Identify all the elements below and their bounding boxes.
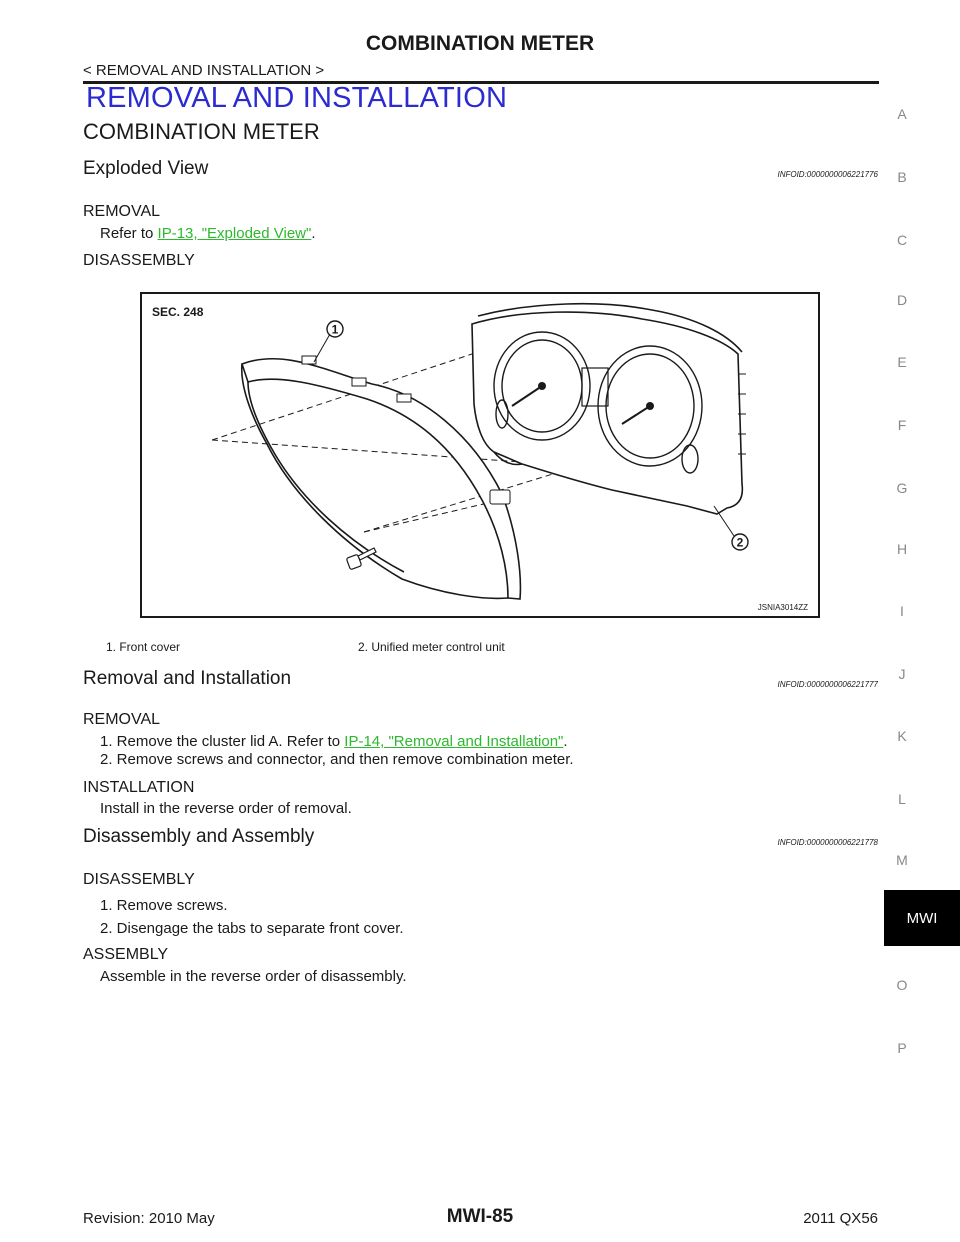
disassembly-step-1: 1. Remove screws. [100, 897, 228, 914]
active-section-tab[interactable]: MWI [884, 890, 960, 946]
removal-step-1 [100, 733, 568, 750]
disassembly-label-2: DISASSEMBLY [83, 871, 195, 888]
combination-meter-illustration [142, 294, 818, 616]
index-letter-e[interactable]: E [897, 354, 907, 370]
index-letter-o[interactable]: O [896, 977, 908, 993]
section-title: REMOVAL AND INSTALLATION [86, 82, 508, 114]
figure-caption-1: 1. Front cover [106, 640, 181, 654]
disassembly-label: DISASSEMBLY [83, 252, 195, 269]
assembly-label: ASSEMBLY [83, 946, 169, 963]
assembly-text: Assemble in the reverse order of disassembly. [100, 968, 407, 985]
removal-reference [100, 225, 316, 242]
index-letter-d[interactable]: D [896, 292, 908, 308]
removal-installation-infoid: INFOID:0000000006221777 [777, 680, 878, 689]
index-letter-p[interactable]: P [897, 1040, 907, 1056]
index-letter-i[interactable]: I [900, 603, 904, 619]
index-letter-h[interactable]: H [896, 541, 908, 557]
installation-text: Install in the reverse order of removal. [100, 800, 352, 817]
index-letter-m[interactable]: M [896, 852, 908, 868]
disassembly-step-2: 2. Disengage the tabs to separate front cover. [100, 920, 404, 937]
page-title: COMBINATION METER [365, 32, 595, 55]
sec-label: SEC. 248 [152, 305, 204, 319]
index-letter-k[interactable]: K [897, 728, 907, 744]
breadcrumb: < REMOVAL AND INSTALLATION > [83, 62, 325, 79]
footer-model: 2011 QX56 [803, 1210, 878, 1227]
exploded-view-link[interactable]: IP-13, "Exploded View" [157, 225, 312, 242]
figure-code: JSNIA3014ZZ [757, 603, 808, 612]
exploded-view-figure [140, 292, 820, 618]
footer-revision: Revision: 2010 May [83, 1210, 215, 1227]
subsection-title: COMBINATION METER [83, 119, 320, 144]
callout1-leader [314, 334, 330, 362]
removal-installation-link[interactable]: IP-14, "Removal and Installation" [344, 733, 564, 750]
index-letter-c[interactable]: C [896, 232, 908, 248]
exploded-view-infoid: INFOID:0000000006221776 [777, 170, 878, 179]
index-letter-f[interactable]: F [897, 417, 907, 433]
period: . [563, 733, 568, 750]
footer-page-code: MWI-85 [446, 1206, 514, 1227]
step1-text: 1. Remove the cluster lid A. Refer to [100, 733, 345, 750]
exploded-view-heading: Exploded View [83, 158, 209, 179]
disassembly-assembly-infoid: INFOID:0000000006221778 [777, 838, 878, 847]
index-letter-a[interactable]: A [897, 106, 907, 122]
period: . [311, 225, 316, 242]
callout1-label: 1 [331, 322, 339, 337]
index-letter-j[interactable]: J [898, 666, 906, 682]
removal-label: REMOVAL [83, 203, 161, 220]
installation-label: INSTALLATION [83, 779, 195, 796]
index-letter-b[interactable]: B [897, 169, 907, 185]
refer-text: Refer to [100, 225, 158, 242]
index-letter-l[interactable]: L [898, 791, 906, 807]
figure-caption-2: 2. Unified meter control unit [358, 640, 505, 654]
removal-label-2: REMOVAL [83, 711, 161, 728]
disassembly-assembly-heading: Disassembly and Assembly [83, 826, 315, 847]
removal-installation-heading: Removal and Installation [83, 668, 292, 689]
removal-step-2: 2. Remove screws and connector, and then remove combination meter. [100, 751, 574, 768]
index-letter-g[interactable]: G [896, 480, 908, 496]
callout2-label: 2 [736, 535, 744, 550]
